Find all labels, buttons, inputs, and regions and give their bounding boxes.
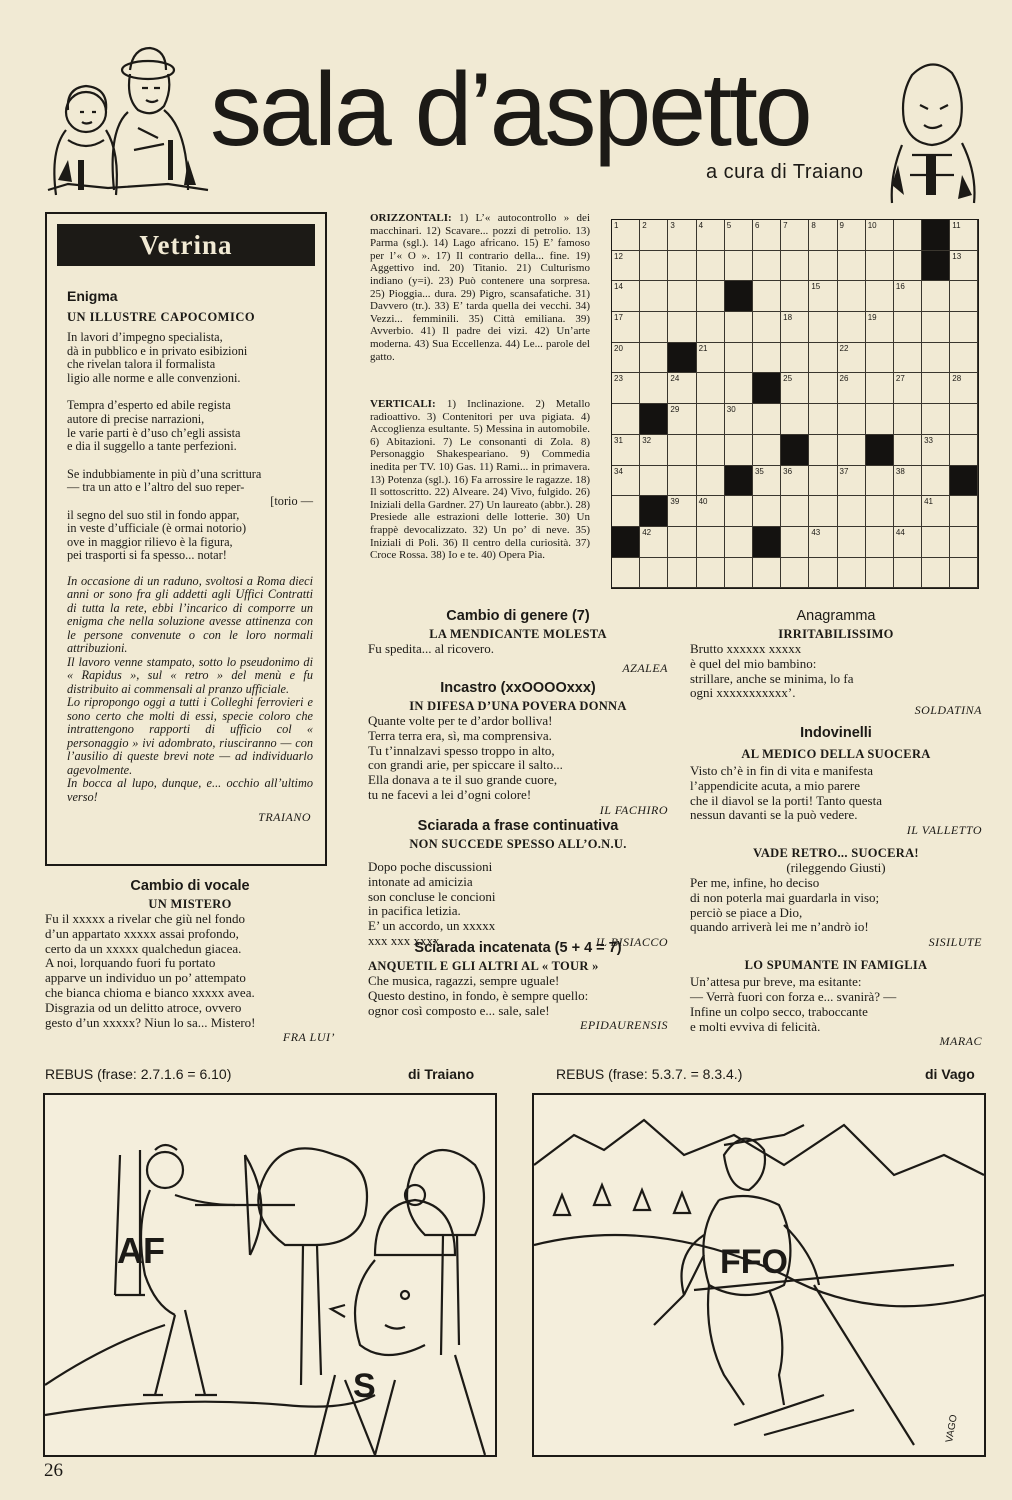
crossword-cell[interactable]	[809, 220, 837, 251]
vetrina-box	[45, 212, 327, 866]
crossword-cell[interactable]	[668, 558, 696, 589]
crossword-cell[interactable]	[612, 220, 640, 251]
crossword-cell-number: 8	[811, 221, 816, 230]
crossword-cell-number: 6	[754, 221, 760, 230]
crossword-cell[interactable]	[809, 343, 837, 374]
crossword-black-cell	[950, 466, 978, 497]
crossword-cell-number: 34	[614, 466, 623, 476]
crossword-cell-number: 14	[614, 282, 623, 292]
crossword-cell[interactable]	[612, 343, 640, 374]
crossword-cell[interactable]	[838, 220, 866, 251]
clues-horizontal	[370, 212, 590, 363]
sciarada-incatenata-subtitle: ANQUETIL E GLI ALTRI AL « TOUR »	[368, 959, 599, 973]
indovinello-1-author: IL VALLETTO	[906, 823, 982, 838]
indovinello-2-body: Per me, infine, ho deciso di non poterla mai guardarla in viso; perciò se piace a Dio, quando arriverà lei me n’andrò io!	[690, 874, 880, 935]
artist-signature: VAGO	[944, 1413, 960, 1444]
crossword-cell-number: 9	[839, 221, 844, 230]
crossword-cell[interactable]	[809, 435, 837, 466]
crossword-cell-number: 3	[670, 221, 675, 230]
crossword-cell[interactable]	[809, 281, 837, 312]
cambio-genere-author: AZALEA	[622, 660, 668, 675]
crossword-cell[interactable]	[753, 343, 781, 374]
puzzle-incastro	[368, 680, 668, 818]
crossword-cell[interactable]	[753, 435, 781, 466]
crossword-cell[interactable]	[753, 220, 781, 251]
crossword-cell[interactable]	[697, 251, 725, 282]
crossword-cell[interactable]	[894, 466, 922, 497]
crossword-cell[interactable]	[725, 251, 753, 282]
crossword-cell[interactable]	[640, 343, 668, 374]
crossword-cell[interactable]	[753, 281, 781, 312]
crossword-cell[interactable]	[668, 312, 696, 343]
crossword-cell[interactable]	[612, 251, 640, 282]
crossword-cell[interactable]	[809, 251, 837, 282]
horizontal-clues: 1) L’« autocontrollo » dei macchinari. 12) Scavare... pozzi di petrolio. 13) Parma (sgl.). 14) Lago africano. 15) E’ famoso per l’« O ». 17) Il contrario della... fine. 19) Aggettivo ind. 20) Titanio. 21) Culturismo indiano (y=i). 23) Può contenere una sorpresa. 25) Pioggia... dura. 29) Pigro, scansafatiche. 31) Davvero (tr.). 33) E’ tarda quella dei vecchi. 34) Vezzi... femminili. 35) Città emiliana. 39) Avverbio. 41) Il padre dei vizi. 42) Un’arte moderna. 43) Sua Eccellenza. 44) Le... parole del gatto.	[370, 212, 590, 363]
anagramma-body: Brutto xxxxxx xxxxx è quel del mio bambino: strillare, anche se minima, lo fa ogni xxxxxxxxxxx’.	[690, 641, 854, 701]
crossword-cell[interactable]	[809, 373, 837, 404]
crossword-cell[interactable]	[838, 373, 866, 404]
crossword-cell[interactable]	[866, 281, 894, 312]
crossword-cell[interactable]	[697, 496, 725, 527]
crossword-cell[interactable]	[753, 466, 781, 497]
vertical-label: VERTICALI:	[370, 398, 436, 410]
crossword-cell[interactable]	[838, 496, 866, 527]
crossword-cell[interactable]	[894, 527, 922, 558]
crossword-cell[interactable]	[866, 220, 894, 251]
crossword-cell[interactable]	[866, 496, 894, 527]
crossword-cell[interactable]	[866, 343, 894, 374]
header	[0, 0, 1012, 205]
indovinello-1-body: Visto ch’è in fin di vita e manifesta l’appendicite acuta, a mio parere che il diavol se la porti! Tanto questa nessun davanti se la può vedere.	[690, 763, 882, 823]
rebus-left-illustration	[43, 1093, 497, 1457]
crossword-black-cell	[640, 404, 668, 435]
sciarada-frase-author: IL BISIACCO	[595, 934, 668, 949]
crossword-cell[interactable]	[838, 343, 866, 374]
skier-drawing	[534, 1095, 984, 1455]
crossword-cell-number: 12	[614, 251, 623, 261]
crossword-black-cell	[612, 527, 640, 558]
crossword-cell[interactable]	[838, 281, 866, 312]
crossword-cell[interactable]	[781, 312, 809, 343]
anagramma-title: Anagramma	[796, 608, 876, 624]
rebus-left-letters-af: AF	[117, 1230, 165, 1271]
crossword-cell[interactable]	[894, 312, 922, 343]
crossword-cell[interactable]	[866, 558, 894, 589]
crossword-cell[interactable]	[866, 466, 894, 497]
crossword-cell[interactable]	[809, 312, 837, 343]
crossword-cell[interactable]	[838, 558, 866, 589]
cambio-genere-title: Cambio di genere (7)	[446, 608, 590, 624]
crossword-cell[interactable]	[725, 404, 753, 435]
crossword-cell[interactable]	[612, 435, 640, 466]
crossword-cell[interactable]	[640, 312, 668, 343]
vertical-clues: 1) Inclinazione. 2) Metallo radioattivo. 3) Contenitori per uva pigiata. 4) Accoglienza esultante. 5) Messina in automobile. 6) Abitazioni. 7) Le consonanti di Zola. 8) Personaggio Shakespeariano. 9) Commedia inedita per TV. 10) Gas. 11) Rami... in primavera. 13) Potenza (sgl.). 16) Fa arrossire le ragazze. 18) Il sottoscritto. 22) Alveare. 24) Vivo, fulgido. 26) Iniziali della Gardner. 27) Un laureato (abbr.). 28) Presiede alle estrazioni delle lotterie. 30) Un frappè devocalizzato. 32) Un po’ di neve. 35) Iniziali di Poli. 36) Il centro della curiosità. 37) Croce Rossa. 38) Io e te. 40) Opera Pia.	[370, 398, 591, 562]
crossword-cell-number: 23	[614, 374, 623, 384]
crossword-cell[interactable]	[950, 435, 978, 466]
crossword-cell[interactable]	[922, 527, 950, 558]
crossword-cell[interactable]	[894, 558, 922, 589]
crossword-cell-number: 26	[839, 374, 849, 384]
cambio-vocale-body: Fu il xxxxx a rivelar che giù nel fondo d’un appartato xxxxx assai profondo, certo da un xxxxx qualchedun giacea. A noi, lorquando fuori fu portato apparve un individuo un po’ attempato che bianca chioma e bianco xxxxx avea. Disgrazia od un delitto atroce, ovvero gesto d’un xxxxx? Niun lo sa... Mistero!	[45, 911, 256, 1030]
cambio-genere-body: Fu spedita... al ricovero.	[368, 641, 494, 656]
crossword-cell[interactable]	[838, 435, 866, 466]
crossword-cell[interactable]	[950, 312, 978, 343]
clues-vertical	[370, 398, 590, 562]
crossword-cell-number: 30	[726, 405, 736, 415]
crossword-cell[interactable]	[697, 527, 725, 558]
crossword-cell[interactable]	[781, 558, 809, 589]
sciarada-frase-subtitle: NON SUCCEDE SPESSO ALL’O.N.U.	[409, 837, 627, 851]
curator-credit: a cura di Traiano	[706, 161, 864, 183]
rebus-right-letters-ffo: FFO	[720, 1243, 788, 1281]
crossword-cell[interactable]	[894, 435, 922, 466]
crossword-cell-number: 17	[614, 313, 623, 323]
crossword-cell[interactable]	[950, 404, 978, 435]
crossword-cell-number: 2	[642, 221, 647, 230]
crossword-cell[interactable]	[725, 373, 753, 404]
crossword-cell[interactable]	[922, 558, 950, 589]
horizontal-label: ORIZZONTALI:	[370, 212, 452, 224]
crossword-cell[interactable]	[612, 404, 640, 435]
crossword-cell[interactable]	[809, 466, 837, 497]
sciarada-frase-body: Dopo poche discussioni intonate ad amicizia son concluse le concioni in pacifica letizia. E’ un accordo, un xxxxx xxx xxx xxxx.	[368, 859, 496, 948]
crossword-cell-number: 22	[839, 343, 849, 353]
crossword-cell-number: 24	[670, 374, 680, 384]
crossword-cell[interactable]	[640, 220, 668, 251]
crossword-cell[interactable]	[809, 527, 837, 558]
crossword-cell[interactable]	[781, 251, 809, 282]
indovinello-3-author: MARAC	[939, 1034, 982, 1049]
crossword-cell-number: 21	[698, 343, 708, 353]
sciarada-frase-title: Sciarada a frase continuativa	[417, 818, 619, 834]
crossword-cell[interactable]	[838, 527, 866, 558]
crossword-cell-number: 28	[952, 374, 962, 384]
crossword-black-cell	[753, 527, 781, 558]
crossword-cell[interactable]	[612, 373, 640, 404]
vetrina-heading: Vetrina	[57, 224, 315, 266]
crossword-cell-number: 38	[895, 466, 905, 476]
indovinello-3-subtitle: LO SPUMANTE IN FAMIGLIA	[744, 958, 928, 973]
crossword-cell[interactable]	[781, 496, 809, 527]
crossword-cell[interactable]	[922, 466, 950, 497]
enigma-stanza-1: In lavori d’impegno specialista, dà in pubblico e in privato esibizioni che rivelan talora il formalista ligio alle norme e alle convenzioni.	[67, 330, 248, 385]
figures-illustration-left	[38, 40, 218, 200]
crossword-cell[interactable]	[781, 404, 809, 435]
crossword-cell-number: 18	[783, 313, 793, 323]
crossword-cell[interactable]	[697, 220, 725, 251]
crossword-cell-number: 10	[867, 221, 877, 230]
crossword-cell[interactable]	[894, 496, 922, 527]
indovinello-2-subtitle: VADE RETRO... SUOCERA!	[753, 846, 919, 861]
page-title: sala d’aspetto	[210, 52, 810, 168]
crossword-black-cell	[922, 220, 950, 251]
crossword-cell[interactable]	[781, 281, 809, 312]
enigma-label: Enigma	[67, 288, 118, 304]
crossword-cell-number: 25	[783, 374, 793, 384]
incastro-author: IL FACHIRO	[599, 802, 668, 817]
crossword-cell[interactable]	[612, 312, 640, 343]
rebus-right-illustration	[532, 1093, 986, 1457]
crossword-cell[interactable]	[922, 435, 950, 466]
indovinello-1-subtitle: AL MEDICO DELLA SUOCERA	[741, 747, 931, 761]
crossword-black-cell	[781, 435, 809, 466]
crossword-cell[interactable]	[894, 220, 922, 251]
cambio-vocale-author: FRA LUI’	[282, 1030, 335, 1045]
crossword-cell[interactable]	[781, 466, 809, 497]
crossword-cell[interactable]	[866, 251, 894, 282]
crossword-cell[interactable]	[894, 343, 922, 374]
crossword-cell[interactable]	[781, 220, 809, 251]
crossword-cell[interactable]	[781, 373, 809, 404]
crossword-cell[interactable]	[809, 496, 837, 527]
crossword-cell-number: 35	[754, 466, 764, 476]
crossword-cell-number: 40	[698, 497, 708, 507]
crossword-cell[interactable]	[894, 281, 922, 312]
puzzle-sciarada-incatenata	[368, 940, 668, 1033]
crossword-cell[interactable]	[866, 527, 894, 558]
crossword-cell[interactable]	[866, 373, 894, 404]
enigma-stanza-3c: il segno del suo stil in fondo appar, in veste d’ufficiale (è ormai notorio) ove in maggior rilievo è la figura, pei trasporti si fa spesso... notar!	[67, 507, 247, 563]
crossword-cell-number: 37	[839, 466, 849, 476]
crossword-cell[interactable]	[950, 373, 978, 404]
crossword-cell[interactable]	[697, 281, 725, 312]
crossword-cell[interactable]	[753, 251, 781, 282]
crossword-cell[interactable]	[697, 373, 725, 404]
crossword-cell[interactable]	[725, 220, 753, 251]
page-number: 26	[44, 1460, 63, 1481]
enigma-stanza-3a: Se indubbiamente in più d’una scrittura — tra un atto e l’altro del suo reper-	[67, 466, 262, 495]
cupid-archer-and-man-drawing	[45, 1095, 495, 1455]
crossword-cell[interactable]	[753, 404, 781, 435]
crossword-black-cell	[725, 466, 753, 497]
crossword-cell-number: 29	[670, 405, 680, 415]
crossword-black-cell	[725, 281, 753, 312]
crossword-cell-number: 15	[811, 282, 821, 292]
crossword-cell-number: 16	[895, 282, 905, 292]
indovinelli-title: Indovinelli	[800, 725, 872, 741]
crossword-cell[interactable]	[697, 466, 725, 497]
crossword-cell[interactable]	[725, 527, 753, 558]
indovinello-2-note: (rileggendo Giusti)	[786, 860, 886, 876]
puzzle-anagramma	[690, 608, 982, 718]
rebus-right-author: di Vago	[925, 1066, 975, 1082]
crossword-cell[interactable]	[950, 527, 978, 558]
enigma-stanza-2: Tempra d’esperto ed abile regista autore di precise narrazioni, le varie parti è d’uso ch’egli assista e dia il suggello a tante perfezioni.	[67, 398, 241, 454]
crossword-cell-number: 7	[783, 221, 788, 230]
sciarada-incatenata-author: EPIDAURENSIS	[580, 1018, 668, 1033]
puzzle-indovinelli	[690, 725, 982, 1049]
crossword-cell[interactable]	[668, 373, 696, 404]
crossword-cell[interactable]	[668, 251, 696, 282]
crossword-cell[interactable]	[809, 558, 837, 589]
crossword-cell-number: 1	[614, 221, 619, 230]
crossword-cell-number: 42	[642, 527, 652, 537]
crossword-cell-number: 36	[783, 466, 793, 476]
crossword-cell[interactable]	[640, 373, 668, 404]
crossword-cell-number: 4	[698, 221, 704, 230]
crossword-cell-number: 39	[670, 497, 680, 507]
crossword-cell[interactable]	[950, 558, 978, 589]
crossword-cell[interactable]	[697, 312, 725, 343]
crossword-cell-number: 13	[952, 251, 962, 261]
crossword-cell[interactable]	[668, 496, 696, 527]
crossword-cell-number: 11	[952, 221, 961, 230]
crossword-cell[interactable]	[612, 558, 640, 589]
crossword-cell[interactable]	[697, 558, 725, 589]
crossword-cell[interactable]	[640, 435, 668, 466]
rebus-right-label: REBUS (frase: 5.3.7. = 8.3.4.)	[556, 1066, 743, 1082]
cambio-vocale-subtitle: UN MISTERO	[148, 897, 232, 911]
crossword-cell[interactable]	[866, 404, 894, 435]
crossword-cell[interactable]	[668, 281, 696, 312]
crossword-cell[interactable]	[725, 312, 753, 343]
crossword-cell[interactable]	[950, 343, 978, 374]
crossword-cell[interactable]	[725, 435, 753, 466]
crossword-cell[interactable]	[781, 343, 809, 374]
crossword-black-cell	[922, 251, 950, 282]
indovinello-3-body: Un’attesa pur breve, ma esitante: — Verrà fuori con forza e... svanirà? — Infine un colpo secco, traboccante e molti evviva di felicità.	[690, 974, 897, 1034]
incastro-subtitle: IN DIFESA D’UNA POVERA DONNA	[409, 699, 627, 713]
crossword-cell[interactable]	[809, 404, 837, 435]
crossword-cell[interactable]	[753, 558, 781, 589]
anagramma-subtitle: IRRITABILISSIMO	[778, 627, 894, 641]
crossword-cell[interactable]	[894, 251, 922, 282]
crossword-cell-number: 32	[642, 435, 652, 445]
crossword-cell[interactable]	[781, 527, 809, 558]
puzzle-cambio-genere	[368, 608, 668, 676]
enigma-subtitle: UN ILLUSTRE CAPOCOMICO	[67, 310, 256, 324]
crossword-cell[interactable]	[668, 435, 696, 466]
crossword-cell[interactable]	[640, 281, 668, 312]
hooded-figure-illustration-right	[882, 55, 982, 205]
crossword-cell[interactable]	[922, 312, 950, 343]
crossword-cell-number: 19	[867, 313, 877, 323]
crossword-cell[interactable]	[668, 466, 696, 497]
crossword-cell[interactable]	[894, 404, 922, 435]
sciarada-incatenata-body: Che musica, ragazzi, sempre uguale! Questo destino, in fondo, è sempre quello: ognor così composto e... sale, sale!	[368, 973, 589, 1018]
sciarada-incatenata-title: Sciarada incatenata (5 + 4 = 7)	[414, 940, 622, 956]
indovinello-2-author: SISILUTE	[928, 935, 982, 950]
rebus-left-label: REBUS (frase: 2.7.1.6 = 6.10)	[45, 1066, 232, 1082]
crossword-cell[interactable]	[866, 312, 894, 343]
anagramma-author: SOLDATINA	[914, 703, 982, 718]
crossword-cell[interactable]	[668, 404, 696, 435]
crossword-cell[interactable]	[612, 281, 640, 312]
crossword-cell[interactable]	[950, 220, 978, 251]
crossword-cell[interactable]	[612, 496, 640, 527]
rebus-left-author: di Traiano	[408, 1066, 475, 1082]
crossword-cell-number: 20	[614, 343, 623, 353]
crossword-cell-number: 27	[895, 374, 905, 384]
crossword-cell[interactable]	[922, 343, 950, 374]
crossword-cell[interactable]	[668, 220, 696, 251]
crossword-cell[interactable]	[725, 558, 753, 589]
vetrina-author: TRAIANO	[258, 810, 311, 825]
crossword-cell-number: 41	[924, 497, 933, 507]
puzzle-cambio-vocale	[45, 878, 335, 1045]
crossword-grid	[611, 219, 979, 589]
crossword-cell-number: 43	[811, 527, 821, 537]
crossword-cell[interactable]	[668, 527, 696, 558]
crossword-cell-number: 44	[895, 527, 905, 537]
incastro-title: Incastro (xxOOOOxxx)	[440, 680, 596, 696]
crossword-cell-number: 31	[614, 435, 623, 445]
crossword-cell[interactable]	[894, 373, 922, 404]
crossword-black-cell	[668, 343, 696, 374]
crossword-cell[interactable]	[838, 312, 866, 343]
crossword-cell-number: 33	[924, 435, 933, 445]
crossword-cell[interactable]	[725, 343, 753, 374]
crossword-cell[interactable]	[950, 281, 978, 312]
crossword-cell[interactable]	[640, 251, 668, 282]
crossword-cell[interactable]	[725, 496, 753, 527]
crossword-cell[interactable]	[922, 373, 950, 404]
crossword-cell[interactable]	[753, 496, 781, 527]
crossword-cell[interactable]	[922, 404, 950, 435]
crossword-cell[interactable]	[640, 527, 668, 558]
crossword-cell[interactable]	[612, 466, 640, 497]
crossword-cell[interactable]	[697, 435, 725, 466]
crossword-cell[interactable]	[838, 404, 866, 435]
crossword-cell[interactable]	[922, 496, 950, 527]
crossword-black-cell	[753, 373, 781, 404]
crossword-cell[interactable]	[640, 558, 668, 589]
crossword-cell[interactable]	[697, 404, 725, 435]
enigma-stanza-3b: [torio —	[270, 493, 313, 508]
crossword-cell[interactable]	[753, 312, 781, 343]
crossword-cell[interactable]	[922, 281, 950, 312]
crossword-cell[interactable]	[640, 466, 668, 497]
cambio-genere-subtitle: LA MENDICANTE MOLESTA	[429, 627, 607, 641]
crossword-cell[interactable]	[950, 496, 978, 527]
crossword-black-cell	[640, 496, 668, 527]
crossword-cell[interactable]	[838, 466, 866, 497]
enigma-note: In occasione di un raduno, svoltosi a Roma dieci anni or sono fra gli addetti agli Uffici Contratti di tutta la rete, ebbi l’incarico di comporre un enigma che nella soluzione avesse attinenza con le persone convenute o con le loro normali attribuzioni. Il lavoro venne stampato, sotto lo pseudonimo di « Rapidus », sul « retro » del menù e fu distribuito ai commensali al pranzo ufficiale. Lo ripropongo oggi a tutti i Colleghi ferrovieri e sono certo che molti di essi, specie coloro che intrattengono rapporti di ufficio col « personaggio » ivi adombrato, riusciranno — con l’ausilio di queste brevi note — ad individuarlo agevolmente. In bocca al lupo, dunque, e... occhio all’ultimo verso!	[67, 573, 313, 804]
incastro-body: Quante volte per te d’ardor bolliva! Terra terra era, sì, ma comprensiva. Tu t’innalzavi spesso troppo in alto, con grandi arie, per spiccare il salto... Ella donava a te il suo grande cuore, tu ne facevi a lei d’ogni colore!	[368, 713, 563, 802]
crossword-cell[interactable]	[950, 251, 978, 282]
cambio-vocale-title: Cambio di vocale	[130, 878, 250, 894]
crossword-black-cell	[866, 435, 894, 466]
crossword-cell[interactable]	[697, 343, 725, 374]
puzzle-sciarada-frase	[368, 818, 668, 950]
rebus-left-letter-s: S	[353, 1367, 376, 1405]
crossword-cell[interactable]	[838, 251, 866, 282]
crossword-cell-number: 5	[726, 221, 732, 230]
